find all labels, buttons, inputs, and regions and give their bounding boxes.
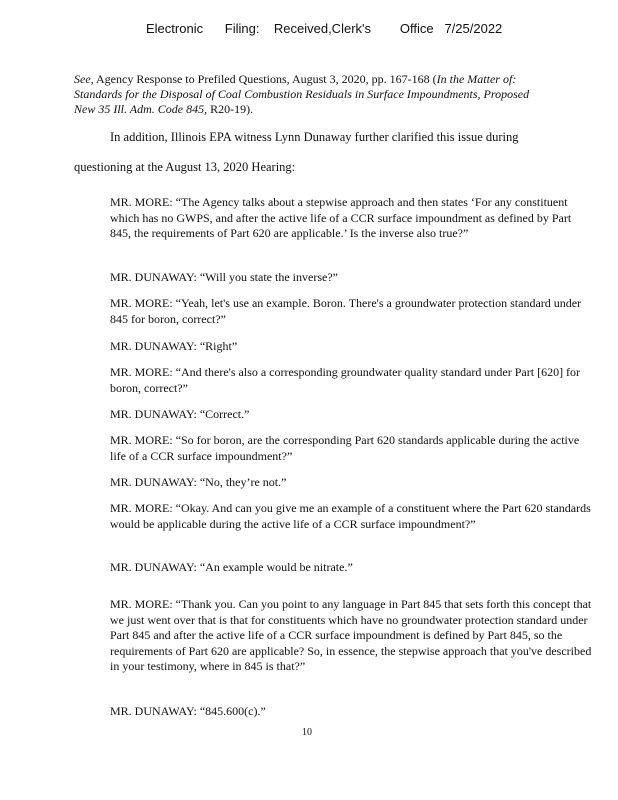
exchange-more-2: MR. MORE: “Yeah, let's use an example. Boron. There's a groundwater protection standard under 845 for boron, correct?” bbox=[110, 296, 582, 326]
exchange-more-3: MR. MORE: “And there's also a corresponding groundwater quality standard under Part [620] for boron, correct?” bbox=[110, 365, 581, 395]
exchange-more-1: MR. MORE: “The Agency talks about a stepwise approach and then states ‘For any constituent which has no GWPS, and after the active life of a CCR surface impoundment as defined by Part 845, the requirements of Part 620 are applicable.’ Is the inverse also true?” bbox=[110, 195, 572, 240]
exchange-dunaway-1: MR. DUNAWAY: “Will you state the inverse?” bbox=[110, 270, 338, 284]
filing-stamp-header: Electronic Filing: Received,Clerk's Office 7/25/2022 bbox=[146, 21, 503, 36]
citation-case-title: In the Matter of: Standards for the Disposal of Coal Combustion Residuals in Surface Impoundments, Proposed New 35 Ill. Adm. Code 845, bbox=[74, 72, 530, 116]
intro-line-2: questioning at the August 13, 2020 Hearing: bbox=[74, 160, 296, 174]
citation-paragraph bbox=[74, 72, 544, 117]
intro-line-1: In addition, Illinois EPA witness Lynn Dunaway further clarified this issue during bbox=[110, 130, 519, 144]
exchange-dunaway-2: MR. DUNAWAY: “Right” bbox=[110, 339, 238, 353]
exchange-dunaway-3: MR. DUNAWAY: “Correct.” bbox=[110, 407, 250, 421]
citation-tail: R20-19). bbox=[207, 102, 254, 116]
exchange-dunaway-6: MR. DUNAWAY: “845.600(c).” bbox=[110, 704, 266, 718]
citation-see: See bbox=[74, 72, 91, 86]
exchange-more-5: MR. MORE: “Okay. And can you give me an example of a constituent where the Part 620 standards would be applicable during the active life of a CCR surface impoundment?” bbox=[110, 501, 591, 531]
exchange-more-6: MR. MORE: “Thank you. Can you point to any language in Part 845 that sets forth this concept that we just went over that is that for constituents which have no groundwater protection standard under Part 845 and after the active life of a CCR surface impoundment is defined by Part 845, so the requirements of Part 620 are applicable? So, in essence, the stepwise approach that you've described in your testimony, where in 845 is that?” bbox=[110, 597, 592, 673]
citation-regular-text: , Agency Response to Prefiled Questions, August 3, 2020, pp. 167-168 ( bbox=[90, 72, 437, 86]
exchange-dunaway-4: MR. DUNAWAY: “No, they’re not.” bbox=[110, 475, 287, 489]
page-number: 10 bbox=[302, 727, 312, 738]
exchange-more-4: MR. MORE: “So for boron, are the corresponding Part 620 standards applicable during the active life of a CCR surface impoundment?” bbox=[110, 433, 580, 463]
exchange-dunaway-5: MR. DUNAWAY: “An example would be nitrate.” bbox=[110, 560, 353, 574]
